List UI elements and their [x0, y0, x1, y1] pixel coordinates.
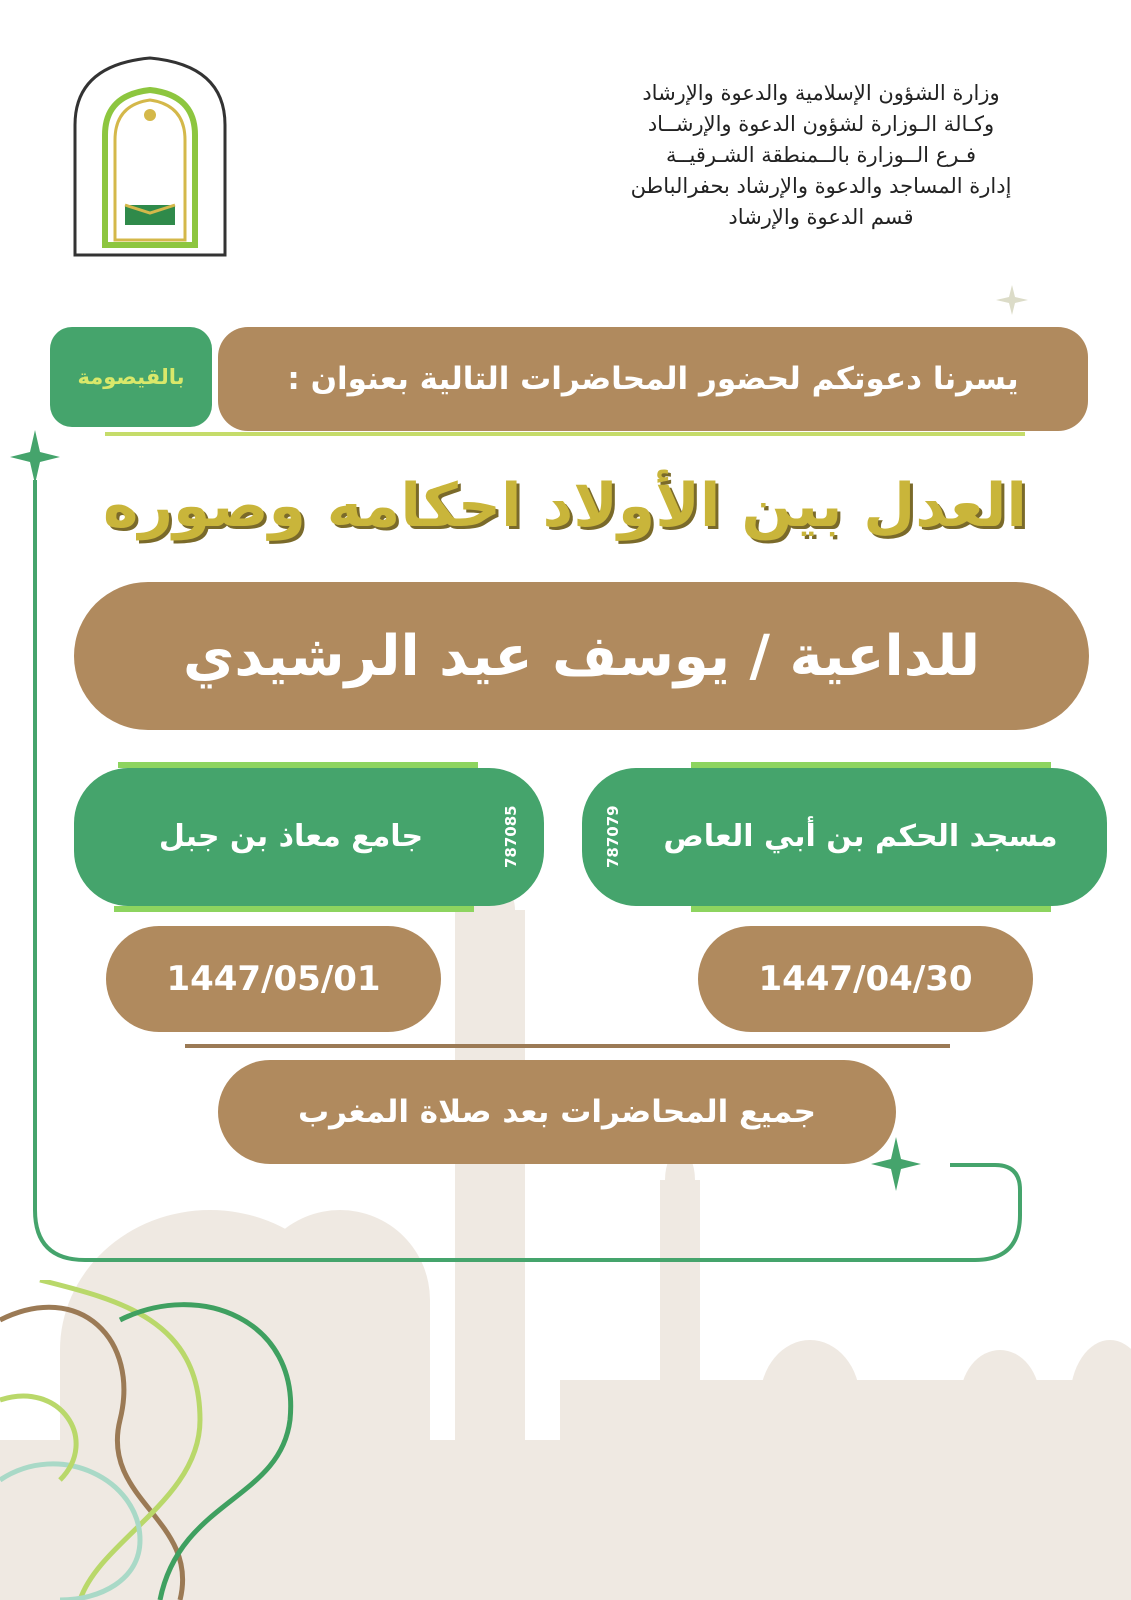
venue-name: مسجد الحكم بن أبي العاص: [663, 819, 1058, 854]
header-line: فـرع الــوزارة بالــمنطقة الشـرقيــة: [665, 143, 977, 167]
accent-bar: [691, 906, 1051, 912]
timing-note: جميع المحاضرات بعد صلاة المغرب: [218, 1060, 896, 1164]
venue-code: 787079: [604, 805, 622, 869]
invitation-banner: يسرنا دعوتكم لحضور المحاضرات التالية بعنوان :: [218, 327, 1088, 431]
venue-card: [74, 768, 544, 906]
header-line: وزارة الشؤون الإسلامية والدعوة والإرشاد: [642, 81, 1000, 105]
header-line: قسم الدعوة والإرشاد: [728, 205, 914, 229]
decorative-arabesque: [0, 1280, 340, 1600]
header-line: وكـالة الـوزارة لشؤون الدعوة والإرشــاد: [647, 112, 995, 136]
speaker-banner: للداعية / يوسف عيد الرشيدي: [74, 582, 1089, 730]
date-badge: 1447/05/01: [106, 926, 441, 1032]
venue-card: [582, 768, 1107, 906]
accent-bar: [114, 906, 474, 912]
ministry-logo: [70, 55, 230, 260]
venue-name: جامع معاذ بن جبل: [158, 819, 424, 854]
lecture-title: العدل بين الأولاد احكامه وصوره: [103, 471, 1027, 541]
location-badge: بالقيصومة: [50, 327, 212, 427]
ministry-header: [581, 78, 1061, 233]
header-line: إدارة المساجد والدعوة والإرشاد بحفرالباطن: [630, 174, 1012, 198]
date-badge: 1447/04/30: [698, 926, 1033, 1032]
venue-code: 787085: [502, 805, 520, 869]
